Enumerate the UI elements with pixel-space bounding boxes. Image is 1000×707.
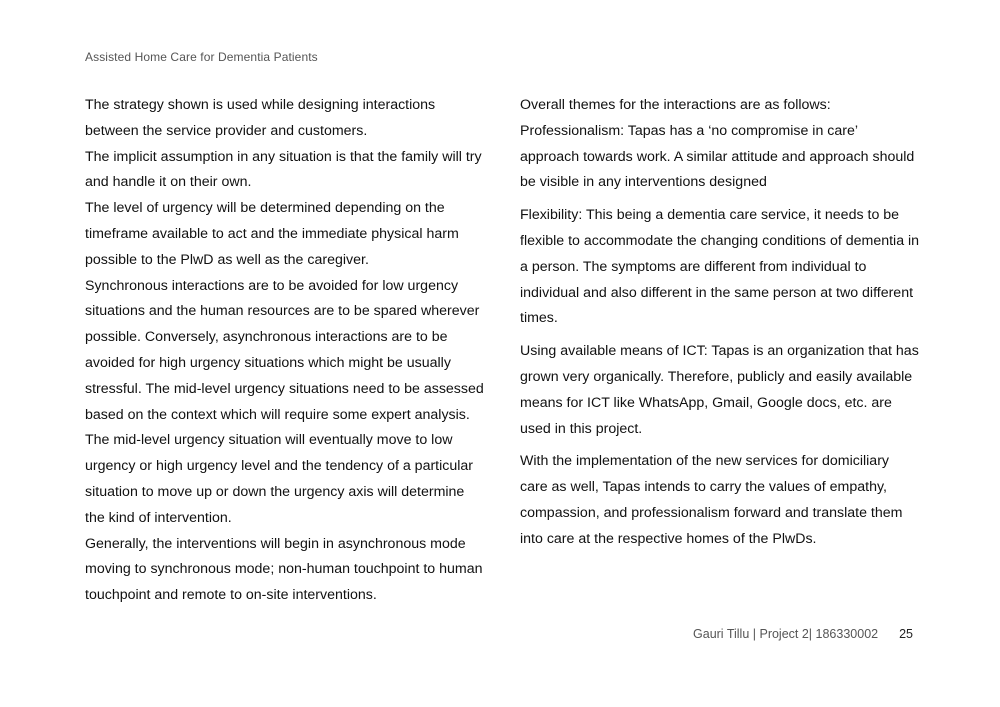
paragraph-assumption: The implicit assumption in any situation is that the family will try and handle it on their own. (85, 148, 482, 191)
left-column (85, 93, 485, 609)
paragraph-domiciliary-care: With the implementation of the new services for domiciliary care as well, Tapas intends to carry the values of empathy, compassion, and professionalism forward and translate them into care at the respective homes of the PlwDs. (520, 453, 903, 547)
running-header: Assisted Home Care for Dementia Patients (85, 50, 318, 64)
paragraph-themes-intro: Overall themes for the interactions are as follows: (520, 97, 831, 113)
right-column (520, 93, 920, 553)
page-number: 25 (899, 627, 913, 641)
footer-credit: Gauri Tillu | Project 2| 186330002 (693, 627, 879, 641)
page-footer (693, 627, 913, 641)
paragraph-sync-async: Synchronous interactions are to be avoided for low urgency situations and the human resources are to be spared wherever possible. Conversely, asynchronous interactions are to be avoided for high urgency situations which might be usually stressful. The mid-level urgency situations need to be assessed based on the context which will require some expert analysis. The mid-level urgency situation will eventually move to low urgency or high urgency level and the tendency of a particular situation to move up or down the urgency axis will determine the kind of intervention. (85, 277, 484, 526)
paragraph-flexibility: Flexibility: This being a dementia care service, it needs to be flexible to accommodate the changing conditions of dementia in a person. The symptoms are different from individual to individual and also different in the same person at two different times. (520, 207, 920, 327)
paragraph-professionalism: Professionalism: Tapas has a ‘no compromise in care’ approach towards work. A similar attitude and approach should be visible in any interventions designed (520, 122, 915, 191)
paragraph-strategy: The strategy shown is used while designing interactions between the service provider and customers. (85, 97, 436, 139)
paragraph-intervention-progression: Generally, the interventions will begin in asynchronous mode moving to synchronous mode; non-human touchpoint to human touchpoint and remote to on-site interventions. (85, 535, 483, 604)
paragraph-urgency-level: The level of urgency will be determined depending on the timeframe available to act and the immediate physical harm possible to the PlwD as well as the caregiver. (85, 200, 459, 268)
paragraph-ict: Using available means of ICT: Tapas is an organization that has grown very organically. Therefore, publicly and easily available means for ICT like WhatsApp, Gmail, Google docs, etc. are used in this project. (520, 343, 919, 437)
